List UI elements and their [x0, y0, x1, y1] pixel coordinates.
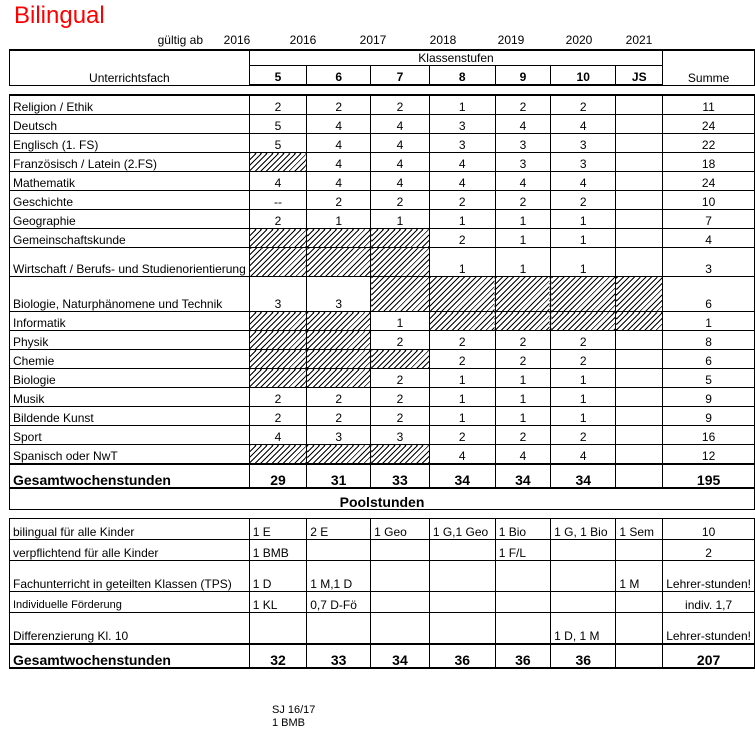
hours-cell: 2 — [429, 426, 495, 445]
hours-cell: 4 — [495, 445, 550, 465]
hours-cell: 2 — [429, 331, 495, 350]
hours-cell — [616, 331, 663, 350]
hours-cell: 3 — [307, 277, 371, 312]
hours-cell — [371, 248, 430, 277]
subject-row — [10, 312, 755, 331]
subject-row — [10, 388, 755, 407]
pool-cell: 1 Geo — [371, 519, 430, 540]
hours-cell — [371, 350, 430, 369]
hours-cell — [249, 331, 306, 350]
total-cell: 32 — [249, 644, 306, 668]
sum-cell: 6 — [663, 350, 755, 369]
valid-from-label: gültig ab — [157, 33, 203, 47]
hours-cell — [307, 445, 371, 465]
hours-cell: 1 — [495, 229, 550, 248]
pool-cell — [495, 613, 550, 645]
sum-cell: 24 — [663, 115, 755, 134]
pool-cell: 1 Sem — [616, 519, 663, 540]
pool-name: bilingual für alle Kinder — [10, 519, 250, 540]
subject-row — [10, 115, 755, 134]
pool-title-row — [10, 488, 755, 510]
subject-name: Geschichte — [10, 191, 250, 210]
pool-row — [10, 613, 755, 645]
subject-name: Biologie — [10, 369, 250, 388]
hours-cell: 1 — [551, 210, 616, 229]
hours-cell — [551, 277, 616, 312]
grade-header: 6 — [307, 66, 371, 86]
sum-cell: 12 — [663, 445, 755, 465]
pool-cell — [551, 561, 616, 592]
sum-header: Summe — [663, 50, 755, 85]
subject-row — [10, 95, 755, 115]
total-cell: 29 — [249, 464, 306, 488]
subject-name: Bildende Kunst — [10, 407, 250, 426]
subject-name: Gemeinschaftskunde — [10, 229, 250, 248]
hours-cell — [616, 277, 663, 312]
pool-title: Poolstunden — [10, 488, 755, 510]
pool-cell: 1 M — [616, 561, 663, 592]
total-label: Gesamtwochenstunden — [10, 464, 250, 488]
hours-cell: 1 — [429, 95, 495, 115]
hours-cell: 1 — [495, 210, 550, 229]
pool-cell — [429, 540, 495, 561]
grade-header: 7 — [371, 66, 430, 86]
hours-cell: 2 — [371, 331, 430, 350]
hours-cell: 2 — [307, 191, 371, 210]
hours-cell: 1 — [495, 248, 550, 277]
total-cell — [616, 464, 663, 488]
subject-name: Physik — [10, 331, 250, 350]
spacer — [10, 85, 755, 95]
hours-cell: 2 — [551, 350, 616, 369]
hours-cell: 4 — [249, 172, 306, 191]
footnote-line: SJ 16/17 — [272, 704, 316, 716]
pool-sum: indiv. 1,7 — [663, 592, 755, 613]
pool-name: verpflichtend für alle Kinder — [10, 540, 250, 561]
hours-cell: 3 — [495, 153, 550, 172]
hours-cell: 1 — [551, 369, 616, 388]
hours-cell — [616, 191, 663, 210]
pool-cell: 2 E — [307, 519, 371, 540]
hours-cell — [307, 248, 371, 277]
total-cell: 31 — [307, 464, 371, 488]
sum-cell: 8 — [663, 331, 755, 350]
pool-cell: 1 M,1 D — [307, 561, 371, 592]
hours-cell: 4 — [551, 115, 616, 134]
hours-cell: -- — [249, 191, 306, 210]
total-cell: 33 — [371, 464, 430, 488]
year-label: 2017 — [359, 33, 387, 47]
hours-cell: 2 — [429, 191, 495, 210]
hours-cell: 4 — [429, 153, 495, 172]
hours-cell — [249, 153, 306, 172]
hours-cell — [616, 312, 663, 331]
hours-cell: 2 — [551, 191, 616, 210]
total-cell: 34 — [371, 644, 430, 668]
hours-cell: 2 — [307, 388, 371, 407]
spacer-row — [10, 510, 755, 519]
subject-name: Sport — [10, 426, 250, 445]
sum-cell: 9 — [663, 388, 755, 407]
hours-cell: 1 — [551, 229, 616, 248]
pool-name: Differenzierung Kl. 10 — [10, 613, 250, 645]
hours-cell — [616, 95, 663, 115]
subject-name: Chemie — [10, 350, 250, 369]
hours-cell: 2 — [249, 210, 306, 229]
hours-cell: 4 — [371, 172, 430, 191]
pool-cell: 1 D, 1 M — [551, 613, 616, 645]
hours-cell: 3 — [307, 426, 371, 445]
hours-cell: 2 — [495, 95, 550, 115]
hours-cell: 1 — [495, 388, 550, 407]
hours-cell: 1 — [371, 210, 430, 229]
subject-name: Englisch (1. FS) — [10, 134, 250, 153]
hours-cell: 4 — [249, 426, 306, 445]
sum-cell: 10 — [663, 191, 755, 210]
pool-cell — [249, 613, 306, 645]
pool-cell — [495, 561, 550, 592]
hours-cell — [616, 115, 663, 134]
pool-row — [10, 519, 755, 540]
subject-name: Deutsch — [10, 115, 250, 134]
sum-cell: 11 — [663, 95, 755, 115]
hours-cell: 2 — [551, 426, 616, 445]
hours-cell: 2 — [249, 407, 306, 426]
hours-cell: 4 — [495, 115, 550, 134]
hours-cell — [307, 369, 371, 388]
hours-cell: 1 — [495, 369, 550, 388]
hours-cell — [429, 312, 495, 331]
subject-row — [10, 369, 755, 388]
pool-cell: 1 KL — [249, 592, 306, 613]
year-label: 2016 — [289, 33, 317, 47]
sum-cell: 18 — [663, 153, 755, 172]
sum-cell: 3 — [663, 248, 755, 277]
total-sum: 207 — [663, 644, 755, 668]
hours-cell — [307, 331, 371, 350]
subject-name: Geographie — [10, 210, 250, 229]
total-cell: 34 — [495, 464, 550, 488]
hours-cell: 1 — [429, 369, 495, 388]
hours-cell: 3 — [249, 277, 306, 312]
pool-name: Fachunterricht in geteilten Klassen (TPS) — [10, 561, 250, 592]
subject-header: Unterrichtsfach — [10, 50, 250, 85]
hours-cell: 1 — [429, 210, 495, 229]
subject-row — [10, 172, 755, 191]
subject-name: Biologie, Naturphänomene und Technik — [10, 277, 250, 312]
subject-name: Informatik — [10, 312, 250, 331]
hours-cell: 2 — [307, 407, 371, 426]
hours-cell: 2 — [495, 426, 550, 445]
hours-cell: 4 — [307, 115, 371, 134]
sum-cell: 9 — [663, 407, 755, 426]
page-title: Bilingual — [14, 2, 105, 29]
subject-row — [10, 153, 755, 172]
hours-cell: 4 — [429, 445, 495, 465]
hours-cell: 4 — [495, 172, 550, 191]
hours-cell: 2 — [551, 331, 616, 350]
hours-cell: 4 — [429, 172, 495, 191]
subject-row — [10, 229, 755, 248]
pool-cell — [307, 540, 371, 561]
pool-cell — [495, 592, 550, 613]
hours-cell: 4 — [371, 115, 430, 134]
hours-cell — [371, 229, 430, 248]
year-label: 2020 — [565, 33, 593, 47]
pool-name: Individuelle Förderung — [10, 592, 250, 613]
total-label: Gesamtwochenstunden — [10, 644, 250, 668]
spacer — [10, 510, 755, 519]
pool-cell — [616, 592, 663, 613]
hours-cell: 1 — [371, 312, 430, 331]
hours-cell: 1 — [551, 248, 616, 277]
hours-cell: 2 — [429, 350, 495, 369]
grade-header: 10 — [551, 66, 616, 86]
hours-cell — [616, 153, 663, 172]
sum-cell: 22 — [663, 134, 755, 153]
hours-cell: 2 — [371, 369, 430, 388]
pool-cell — [429, 561, 495, 592]
hours-cell — [616, 407, 663, 426]
hours-cell — [616, 445, 663, 465]
hours-cell: 3 — [551, 153, 616, 172]
pool-cell — [371, 613, 430, 645]
hours-cell — [371, 445, 430, 465]
pool-cell — [616, 613, 663, 645]
hours-cell — [616, 350, 663, 369]
hours-cell — [307, 229, 371, 248]
subject-name: Spanisch oder NwT — [10, 445, 250, 465]
subject-name: Mathematik — [10, 172, 250, 191]
hours-cell — [495, 277, 550, 312]
hours-cell — [616, 369, 663, 388]
hours-cell: 3 — [551, 134, 616, 153]
year-label: 2019 — [497, 33, 525, 47]
subject-row — [10, 350, 755, 369]
pool-cell: 1 D — [249, 561, 306, 592]
subject-name: Französisch / Latein (2.FS) — [10, 153, 250, 172]
hours-cell: 1 — [429, 388, 495, 407]
hours-cell: 4 — [307, 134, 371, 153]
hours-cell: 2 — [495, 331, 550, 350]
subject-row — [10, 248, 755, 277]
grade-header: 5 — [249, 66, 306, 86]
hours-cell: 2 — [307, 95, 371, 115]
hours-cell — [249, 229, 306, 248]
lesson-table — [9, 49, 755, 669]
total-row — [10, 644, 755, 668]
total-cell: 34 — [429, 464, 495, 488]
pool-cell: 1 G, 1 Bio — [551, 519, 616, 540]
pool-cell: 1 BMB — [249, 540, 306, 561]
header-row — [10, 50, 755, 66]
sum-cell: 24 — [663, 172, 755, 191]
hours-cell: 5 — [249, 115, 306, 134]
hours-cell — [249, 248, 306, 277]
total-row — [10, 464, 755, 488]
hours-cell — [616, 229, 663, 248]
hours-cell: 2 — [249, 388, 306, 407]
hours-cell — [495, 312, 550, 331]
subject-name: Wirtschaft / Berufs- und Studienorientierung — [10, 248, 250, 277]
klassenstufen-header: Klassenstufen — [249, 50, 662, 66]
hours-cell: 5 — [249, 134, 306, 153]
spacer-row — [10, 85, 755, 95]
grade-header: JS — [616, 66, 663, 86]
hours-cell: 2 — [495, 350, 550, 369]
hours-cell: 3 — [429, 115, 495, 134]
hours-cell: 3 — [429, 134, 495, 153]
pool-cell: 1 F/L — [495, 540, 550, 561]
timetable — [9, 49, 755, 669]
hours-cell: 2 — [249, 95, 306, 115]
subject-row — [10, 191, 755, 210]
total-cell: 36 — [551, 644, 616, 668]
year-label: 2018 — [429, 33, 457, 47]
total-cell: 33 — [307, 644, 371, 668]
hours-cell: 4 — [307, 172, 371, 191]
pool-cell — [429, 613, 495, 645]
pool-cell — [371, 561, 430, 592]
subject-row — [10, 426, 755, 445]
hours-cell: 2 — [429, 229, 495, 248]
pool-sum: 2 — [663, 540, 755, 561]
hours-cell: 1 — [551, 388, 616, 407]
sum-cell: 4 — [663, 229, 755, 248]
pool-cell — [429, 592, 495, 613]
hours-cell: 2 — [495, 191, 550, 210]
hours-cell: 2 — [371, 95, 430, 115]
pool-row — [10, 592, 755, 613]
grade-header: 8 — [429, 66, 495, 86]
hours-cell — [249, 350, 306, 369]
hours-cell: 1 — [307, 210, 371, 229]
hours-cell — [616, 388, 663, 407]
subject-row — [10, 331, 755, 350]
hours-cell — [429, 277, 495, 312]
year-label: 2016 — [223, 33, 251, 47]
pool-cell: 0,7 D-Fö — [307, 592, 371, 613]
pool-cell: 1 E — [249, 519, 306, 540]
sum-cell: 6 — [663, 277, 755, 312]
subject-row — [10, 445, 755, 465]
subject-row — [10, 210, 755, 229]
hours-cell — [307, 312, 371, 331]
sum-cell: 7 — [663, 210, 755, 229]
hours-cell: 4 — [551, 172, 616, 191]
hours-cell: 1 — [495, 407, 550, 426]
pool-cell — [371, 540, 430, 561]
subject-name: Religion / Ethik — [10, 95, 250, 115]
pool-cell: 1 G,1 Geo — [429, 519, 495, 540]
subject-row — [10, 277, 755, 312]
hours-cell: 1 — [551, 407, 616, 426]
hours-cell: 4 — [551, 445, 616, 465]
pool-cell: 1 Bio — [495, 519, 550, 540]
grade-header: 9 — [495, 66, 550, 86]
pool-sum: Lehrer-stunden! — [663, 613, 755, 645]
hours-cell: 2 — [371, 388, 430, 407]
hours-cell: 1 — [429, 407, 495, 426]
total-cell: 36 — [429, 644, 495, 668]
total-cell: 36 — [495, 644, 550, 668]
sum-cell: 5 — [663, 369, 755, 388]
footnote — [272, 704, 315, 730]
pool-cell — [551, 540, 616, 561]
hours-cell — [616, 248, 663, 277]
total-cell — [616, 644, 663, 668]
pool-sum: 10 — [663, 519, 755, 540]
total-cell: 34 — [551, 464, 616, 488]
hours-cell: 4 — [371, 134, 430, 153]
footnote-line: 1 BMB — [272, 717, 306, 729]
hours-cell: 3 — [371, 426, 430, 445]
pool-row — [10, 561, 755, 592]
pool-cell — [551, 592, 616, 613]
hours-cell: 1 — [429, 248, 495, 277]
sum-cell: 16 — [663, 426, 755, 445]
hours-cell — [249, 312, 306, 331]
pool-cell — [307, 613, 371, 645]
hours-cell — [616, 172, 663, 191]
hours-cell: 2 — [371, 407, 430, 426]
pool-sum: Lehrer-stunden! — [663, 561, 755, 592]
hours-cell: 4 — [371, 153, 430, 172]
total-sum: 195 — [663, 464, 755, 488]
subject-row — [10, 407, 755, 426]
hours-cell — [551, 312, 616, 331]
hours-cell: 3 — [495, 134, 550, 153]
hours-cell — [371, 277, 430, 312]
hours-cell: 4 — [307, 153, 371, 172]
year-label: 2021 — [625, 33, 653, 47]
hours-cell — [616, 134, 663, 153]
pool-cell — [616, 540, 663, 561]
hours-cell — [249, 369, 306, 388]
hours-cell — [616, 426, 663, 445]
hours-cell — [616, 210, 663, 229]
hours-cell: 2 — [371, 191, 430, 210]
subject-row — [10, 134, 755, 153]
pool-cell — [371, 592, 430, 613]
pool-row — [10, 540, 755, 561]
sum-cell: 1 — [663, 312, 755, 331]
hours-cell — [249, 445, 306, 465]
hours-cell: 2 — [551, 95, 616, 115]
subject-name: Musik — [10, 388, 250, 407]
hours-cell — [307, 350, 371, 369]
